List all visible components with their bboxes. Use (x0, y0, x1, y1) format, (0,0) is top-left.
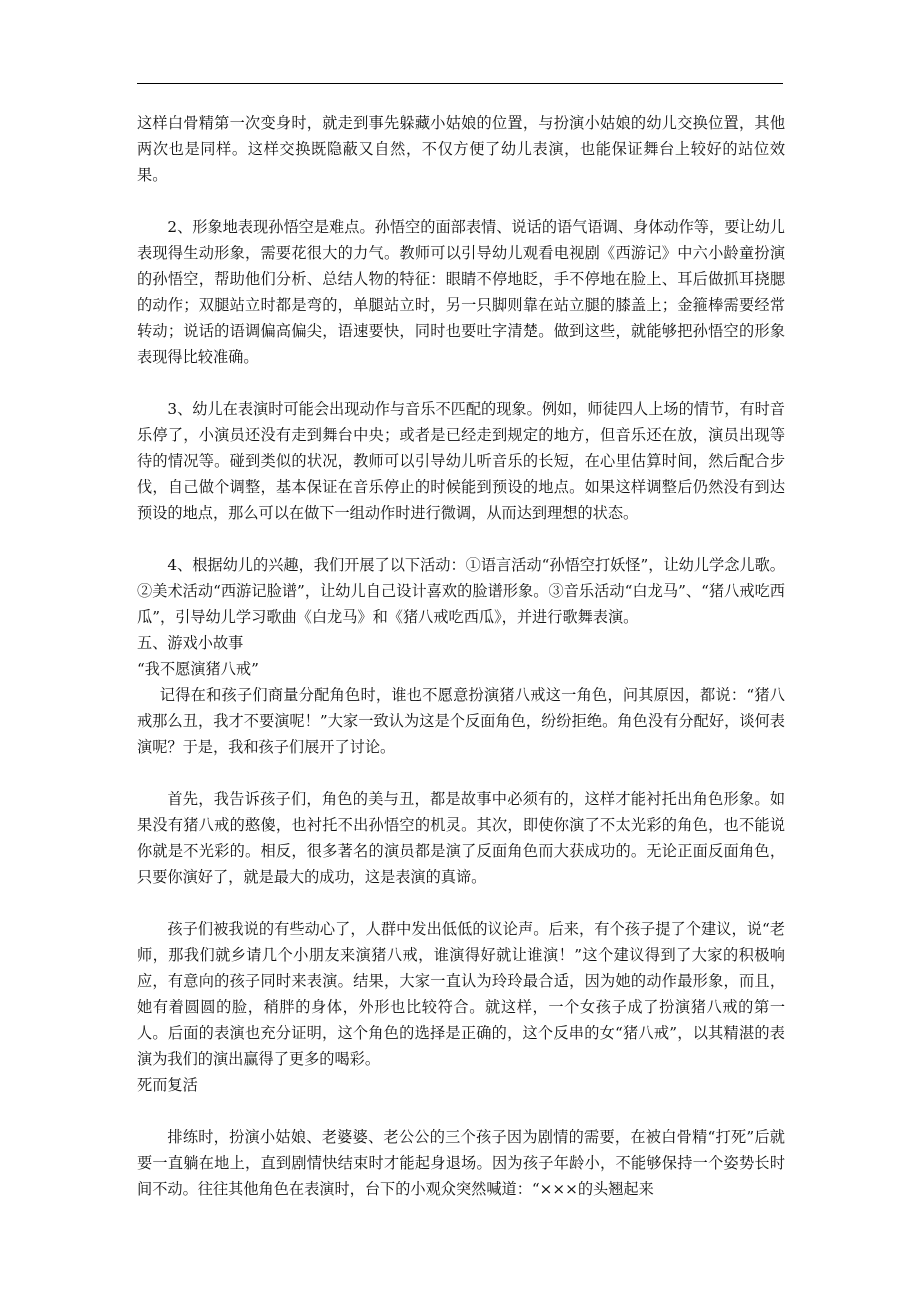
paragraph-point-2: 2、形象地表现孙悟空是难点。孙悟空的面部表情、说话的语气语调、身体动作等，要让幼儿表现得生动形象，需要花很大的力气。教师可以引导幼儿观看电视剧《西游记》中六小龄童扮演的孙悟空，帮助他们分析、总结人物的特征：眼睛不停地眨，手不停地在脸上、耳后做抓耳挠腮的动作；双腿站立时都是弯的，单腿站立时，另一只脚则靠在站立腿的膝盖上；金箍棒需要经常转动；说话的语调偏高偏尖，语速要快，同时也要吐字清楚。做到这些，就能够把孙悟空的形象表现得比较准确。 (137, 218, 785, 366)
story-pigsy-paragraph-2: 首先，我告诉孩子们，角色的美与丑，都是故事中必须有的，这样才能衬托出角色形象。如果没有猪八戒的憨傻，也衬托不出孙悟空的机灵。其次，即使你演了不太光彩的角色，也不能说你就是不光彩的。相反，很多著名的演员都是演了反面角色而大获成功的。无论正面反面角色，只要你演好了，就是最大的成功，这是表演的真谛。 (137, 790, 785, 886)
paragraph-point-4: 4、根据幼儿的兴趣，我们开展了以下活动：①语言活动“孙悟空打妖怪”，让幼儿学念儿歌。②美术活动“西游记脸谱”，让幼儿自己设计喜欢的脸谱形象。③音乐活动“白龙马”、“猪八戒吃西瓜”，引导幼儿学习歌曲《白龙马》和《猪八戒吃西瓜》，并进行歌舞表演。 (137, 556, 785, 626)
story-pigsy-paragraph-3: 孩子们被我说的有些动心了，人群中发出低低的议论声。后来，有个孩子提了个建议，说“老师，那我们就乡请几个小朋友来演猪八戒，谁演得好就让谁演！”这个建议得到了大家的积极响应，有意向的孩子同时来表演。结果，大家一直认为玲玲最合适，因为她的动作最形象，而且，她有着圆圆的脸，稍胖的身体，外形也比较符合。就这样，一个女孩子成了扮演猪八戒的第一人。后面的表演也充分证明，这个角色的选择是正确的，这个反串的女“猪八戒”，以其精湛的表演为我们的演出赢得了更多的喝彩。 (137, 920, 785, 1068)
story-title-revival: 死而复活 (137, 1076, 198, 1094)
section-heading-stories: 五、游戏小故事 (137, 634, 244, 652)
paragraph-point-3: 3、幼儿在表演时可能会出现动作与音乐不匹配的现象。例如，师徒四人上场的情节，有时音乐停了，小演员还没有走到舞台中央；或者是已经走到规定的地方，但音乐还在放，演员出现等待的情况等。碰到类似的状况，教师可以引导幼儿听音乐的长短，在心里估算时间，然后配合步伐，自己做个调整，基本保证在音乐停止的时候能到预设的地点。如果这样调整后仍然没有到达预设的地点，那么可以在做下一组动作时进行微调，从而达到理想的状态。 (137, 400, 785, 522)
header-rule (137, 83, 783, 84)
story-title-pigsy: “我不愿演猪八戒” (137, 660, 259, 678)
story-pigsy-paragraph-1: 记得在和孩子们商量分配角色时，谁也不愿意扮演猪八戒这一角色，问其原因，都说：“猪八戒那么丑，我才不要演呢！”大家一致认为这是个反面角色，纷纷拒绝。角色没有分配好，谈何表演呢？于是，我和孩子们展开了讨论。 (137, 686, 785, 756)
paragraph-continuation: 这样白骨精第一次变身时，就走到事先躲藏小姑娘的位置，与扮演小姑娘的幼儿交换位置，其他两次也是同样。这样交换既隐蔽又自然，不仅方便了幼儿表演，也能保证舞台上较好的站位效果。 (137, 114, 785, 184)
story-revival-paragraph-1: 排练时，扮演小姑娘、老婆婆、老公公的三个孩子因为剧情的需要，在被白骨精“打死”后就要一直躺在地上，直到剧情快结束时才能起身退场。因为孩子年龄小，不能够保持一个姿势长时间不动。往往其他角色在表演时，台下的小观众突然喊道：“×××的头翘起来 (137, 1128, 785, 1198)
document-body (137, 110, 785, 1202)
